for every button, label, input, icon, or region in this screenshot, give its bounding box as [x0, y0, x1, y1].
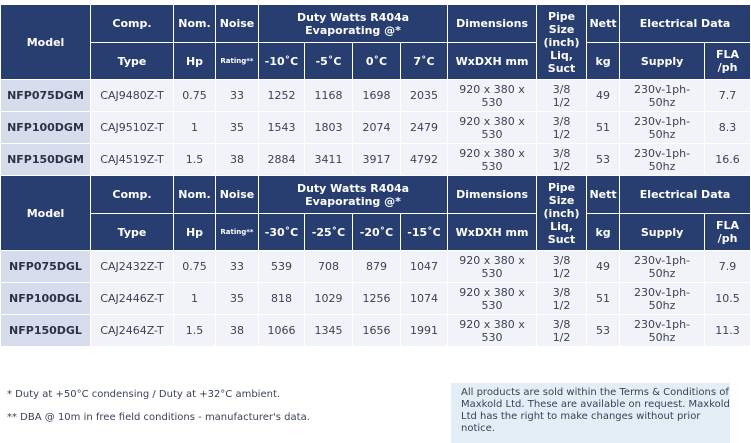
header-row-bottom [1, 43, 751, 80]
supply-header: Supply [620, 214, 705, 251]
pipe-cell: 3/8 1/2 [537, 144, 587, 176]
kg-header: kg [587, 43, 620, 80]
table-row [1, 144, 751, 176]
rating-header: Rating** [216, 214, 259, 251]
table-row [1, 251, 751, 283]
hp-cell: 1.5 [174, 144, 216, 176]
fla-cell: 16.6 [705, 144, 751, 176]
pipe-cell: 3/8 1/2 [537, 112, 587, 144]
wdh-header: WxDXH mm [448, 43, 537, 80]
duty-header: Duty Watts R404a Evaporating @* [259, 176, 448, 214]
duty-cell: 1656 [353, 315, 401, 347]
type-cell: CAJ4519Z-T [91, 144, 174, 176]
supply-cell: 230v-1ph-50hz [620, 283, 705, 315]
nom-header: Nom. [174, 5, 216, 43]
duty-cell: 1256 [353, 283, 401, 315]
dimensions-cell: 920 x 380 x 530 [448, 144, 537, 176]
noise-header: Noise [216, 5, 259, 43]
duty-cell: 3411 [305, 144, 353, 176]
kg-cell: 49 [587, 251, 620, 283]
dimensions-cell: 920 x 380 x 530 [448, 315, 537, 347]
wdh-header: WxDXH mm [448, 214, 537, 251]
table-row [1, 283, 751, 315]
noise-cell: 33 [216, 80, 259, 112]
supply-header: Supply [620, 43, 705, 80]
duty-cell: 1698 [353, 80, 401, 112]
noise-header: Noise [216, 176, 259, 214]
nett-header: Nett [587, 176, 620, 214]
noise-cell: 38 [216, 144, 259, 176]
type-header: Type [91, 214, 174, 251]
table-row [1, 112, 751, 144]
supply-cell: 230v-1ph-50hz [620, 144, 705, 176]
temperature-header: -5˚C [305, 43, 353, 80]
header-row-top [1, 176, 751, 214]
kg-cell: 53 [587, 315, 620, 347]
type-header: Type [91, 43, 174, 80]
duty-footnote: * Duty at +50°C condensing / Duty at +32°C ambient. [7, 389, 281, 400]
fla-cell: 10.5 [705, 283, 751, 315]
kg-cell: 53 [587, 144, 620, 176]
nett-header: Nett [587, 5, 620, 43]
type-cell: CAJ9510Z-T [91, 112, 174, 144]
dimensions-cell: 920 x 380 x 530 [448, 80, 537, 112]
hp-header: Hp [174, 43, 216, 80]
duty-cell: 879 [353, 251, 401, 283]
temperature-header: 7˚C [401, 43, 448, 80]
electrical-header: Electrical Data [620, 5, 751, 43]
kg-cell: 49 [587, 80, 620, 112]
fla-cell: 11.3 [705, 315, 751, 347]
dimensions-cell: 920 x 380 x 530 [448, 251, 537, 283]
model-cell: NFP150DGM [1, 144, 91, 176]
duty-cell: 1074 [401, 283, 448, 315]
duty-header: Duty Watts R404a Evaporating @* [259, 5, 448, 43]
pipe-size-header: Pipe Size (inch) Liq, Suct [537, 176, 587, 251]
model-cell: NFP075DGL [1, 251, 91, 283]
model-cell: NFP075DGM [1, 80, 91, 112]
duty-cell: 1066 [259, 315, 305, 347]
temperature-header: -25˚C [305, 214, 353, 251]
model-header: Model [1, 176, 91, 251]
supply-cell: 230v-1ph-50hz [620, 315, 705, 347]
model-header: Model [1, 5, 91, 80]
fla-header: FLA /ph [705, 214, 751, 251]
pipe-cell: 3/8 1/2 [537, 251, 587, 283]
duty-cell: 1029 [305, 283, 353, 315]
spec-table [0, 4, 751, 347]
model-cell: NFP150DGL [1, 315, 91, 347]
duty-cell: 2074 [353, 112, 401, 144]
hp-cell: 0.75 [174, 251, 216, 283]
comp-header: Comp. [91, 176, 174, 214]
kg-cell: 51 [587, 283, 620, 315]
duty-cell: 1803 [305, 112, 353, 144]
duty-cell: 1168 [305, 80, 353, 112]
kg-cell: 51 [587, 112, 620, 144]
pipe-size-header: Pipe Size (inch) Liq, Suct [537, 5, 587, 80]
dba-footnote: ** DBA @ 10m in free field conditions - manufacturer's data. [7, 412, 310, 423]
supply-cell: 230v-1ph-50hz [620, 80, 705, 112]
dimensions-header: Dimensions [448, 5, 537, 43]
duty-cell: 1991 [401, 315, 448, 347]
duty-cell: 2479 [401, 112, 448, 144]
hp-header: Hp [174, 214, 216, 251]
table-row [1, 80, 751, 112]
duty-cell: 3917 [353, 144, 401, 176]
duty-cell: 2035 [401, 80, 448, 112]
rating-header: Rating** [216, 43, 259, 80]
comp-header: Comp. [91, 5, 174, 43]
fla-cell: 7.7 [705, 80, 751, 112]
temperature-header: -30˚C [259, 214, 305, 251]
duty-cell: 2884 [259, 144, 305, 176]
noise-cell: 35 [216, 112, 259, 144]
electrical-header: Electrical Data [620, 176, 751, 214]
dimensions-header: Dimensions [448, 176, 537, 214]
header-row-top [1, 5, 751, 43]
type-cell: CAJ9480Z-T [91, 80, 174, 112]
duty-cell: 1252 [259, 80, 305, 112]
supply-cell: 230v-1ph-50hz [620, 112, 705, 144]
hp-cell: 1.5 [174, 315, 216, 347]
model-cell: NFP100DGM [1, 112, 91, 144]
dimensions-cell: 920 x 380 x 530 [448, 112, 537, 144]
temperature-header: 0˚C [353, 43, 401, 80]
hp-cell: 1 [174, 283, 216, 315]
dimensions-cell: 920 x 380 x 530 [448, 283, 537, 315]
temperature-header: -10˚C [259, 43, 305, 80]
duty-cell: 1345 [305, 315, 353, 347]
model-cell: NFP100DGL [1, 283, 91, 315]
terms-notice: All products are sold within the Terms & Conditions of Maxkold Ltd. These are available on request. Maxkold Ltd has the right to make changes without prior notice. [451, 383, 730, 443]
pipe-cell: 3/8 1/2 [537, 80, 587, 112]
noise-cell: 38 [216, 315, 259, 347]
type-cell: CAJ2446Z-T [91, 283, 174, 315]
pipe-cell: 3/8 1/2 [537, 283, 587, 315]
fla-cell: 7.9 [705, 251, 751, 283]
duty-cell: 1047 [401, 251, 448, 283]
type-cell: CAJ2432Z-T [91, 251, 174, 283]
noise-cell: 35 [216, 283, 259, 315]
footnotes [7, 389, 310, 435]
pipe-cell: 3/8 1/2 [537, 315, 587, 347]
header-row-bottom [1, 214, 751, 251]
kg-header: kg [587, 214, 620, 251]
duty-cell: 708 [305, 251, 353, 283]
duty-cell: 4792 [401, 144, 448, 176]
duty-cell: 1543 [259, 112, 305, 144]
fla-header: FLA /ph [705, 43, 751, 80]
hp-cell: 1 [174, 112, 216, 144]
type-cell: CAJ2464Z-T [91, 315, 174, 347]
nom-header: Nom. [174, 176, 216, 214]
table-row [1, 315, 751, 347]
duty-cell: 539 [259, 251, 305, 283]
temperature-header: -15˚C [401, 214, 448, 251]
duty-cell: 818 [259, 283, 305, 315]
temperature-header: -20˚C [353, 214, 401, 251]
fla-cell: 8.3 [705, 112, 751, 144]
hp-cell: 0.75 [174, 80, 216, 112]
noise-cell: 33 [216, 251, 259, 283]
supply-cell: 230v-1ph-50hz [620, 251, 705, 283]
